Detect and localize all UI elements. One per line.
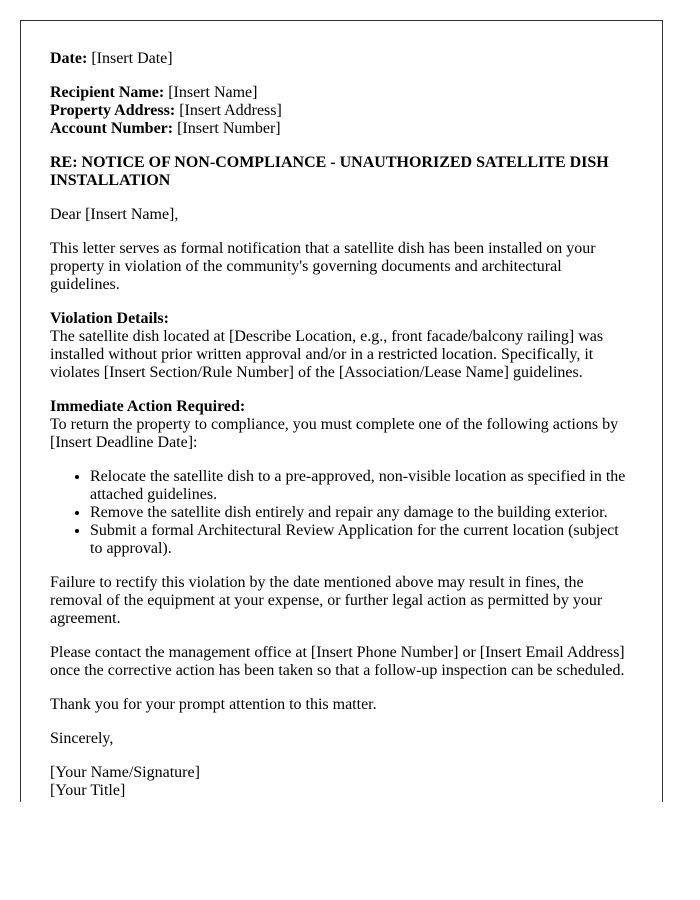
property-address-value: [Insert Address] bbox=[175, 102, 282, 119]
consequences-paragraph: Failure to rectify this violation by the date mentioned above may result in fines, the removal of the equipment at your expense, or further legal action as permitted by your agreement. bbox=[50, 574, 603, 627]
date-label: Date: bbox=[50, 50, 88, 67]
recipient-name-label: Recipient Name: bbox=[50, 84, 165, 101]
signature-block bbox=[50, 764, 633, 800]
thanks-paragraph: Thank you for your prompt attention to this matter. bbox=[50, 696, 377, 713]
recipient-name-line bbox=[50, 84, 633, 102]
property-address-label: Property Address: bbox=[50, 102, 176, 119]
intro-paragraph: This letter serves as formal notification that a satellite dish has been installed on your property in violation of the community's governing documents and architectural guidelines. bbox=[50, 240, 596, 293]
letter-document bbox=[20, 20, 663, 802]
recipient-name-value: [Insert Name] bbox=[164, 84, 258, 101]
account-number-value: [Insert Number] bbox=[173, 120, 281, 137]
contact-paragraph: Please contact the management office at [Insert Phone Number] or [Insert Email Address] once the corrective action has been taken so that a follow-up inspection can be scheduled. bbox=[50, 644, 625, 679]
violation-details-section bbox=[50, 310, 633, 382]
closing: Sincerely, bbox=[50, 730, 114, 747]
violation-details-body: The satellite dish located at [Describe Location, e.g., front facade/balcony railing] was installed without prior written approval and/or in a restricted location. Specifically, it violates [Insert Section/Rule Number] of the [Association/Lease Name] guidelines. bbox=[50, 328, 604, 381]
date-value: [Insert Date] bbox=[87, 50, 173, 67]
account-number-label: Account Number: bbox=[50, 120, 174, 137]
property-address-line bbox=[50, 102, 633, 120]
subject-heading: RE: NOTICE OF NON-COMPLIANCE - UNAUTHORIZED SATELLITE DISH INSTALLATION bbox=[50, 154, 609, 189]
recipient-block bbox=[50, 84, 633, 138]
salutation: Dear [Insert Name], bbox=[50, 206, 179, 223]
action-options-list bbox=[50, 468, 633, 558]
date-line bbox=[50, 50, 633, 68]
action-required-body: To return the property to compliance, you must complete one of the following actions by [Insert Deadline Date]: bbox=[50, 416, 619, 451]
signature-name: [Your Name/Signature] bbox=[50, 764, 200, 781]
action-option-remove: • Remove the satellite dish entirely and repair any damage to the building exterior. bbox=[90, 504, 633, 522]
action-option-submit-review: • Submit a formal Architectural Review Application for the current location (subject to approval). bbox=[90, 522, 633, 558]
account-number-line bbox=[50, 120, 633, 138]
action-option-relocate: • Relocate the satellite dish to a pre-approved, non-visible location as specified in the attached guidelines. bbox=[90, 468, 633, 504]
violation-details-title: Violation Details: bbox=[50, 310, 169, 327]
signature-title: [Your Title] bbox=[50, 782, 126, 799]
action-required-section bbox=[50, 398, 633, 452]
action-required-title: Immediate Action Required: bbox=[50, 398, 246, 415]
